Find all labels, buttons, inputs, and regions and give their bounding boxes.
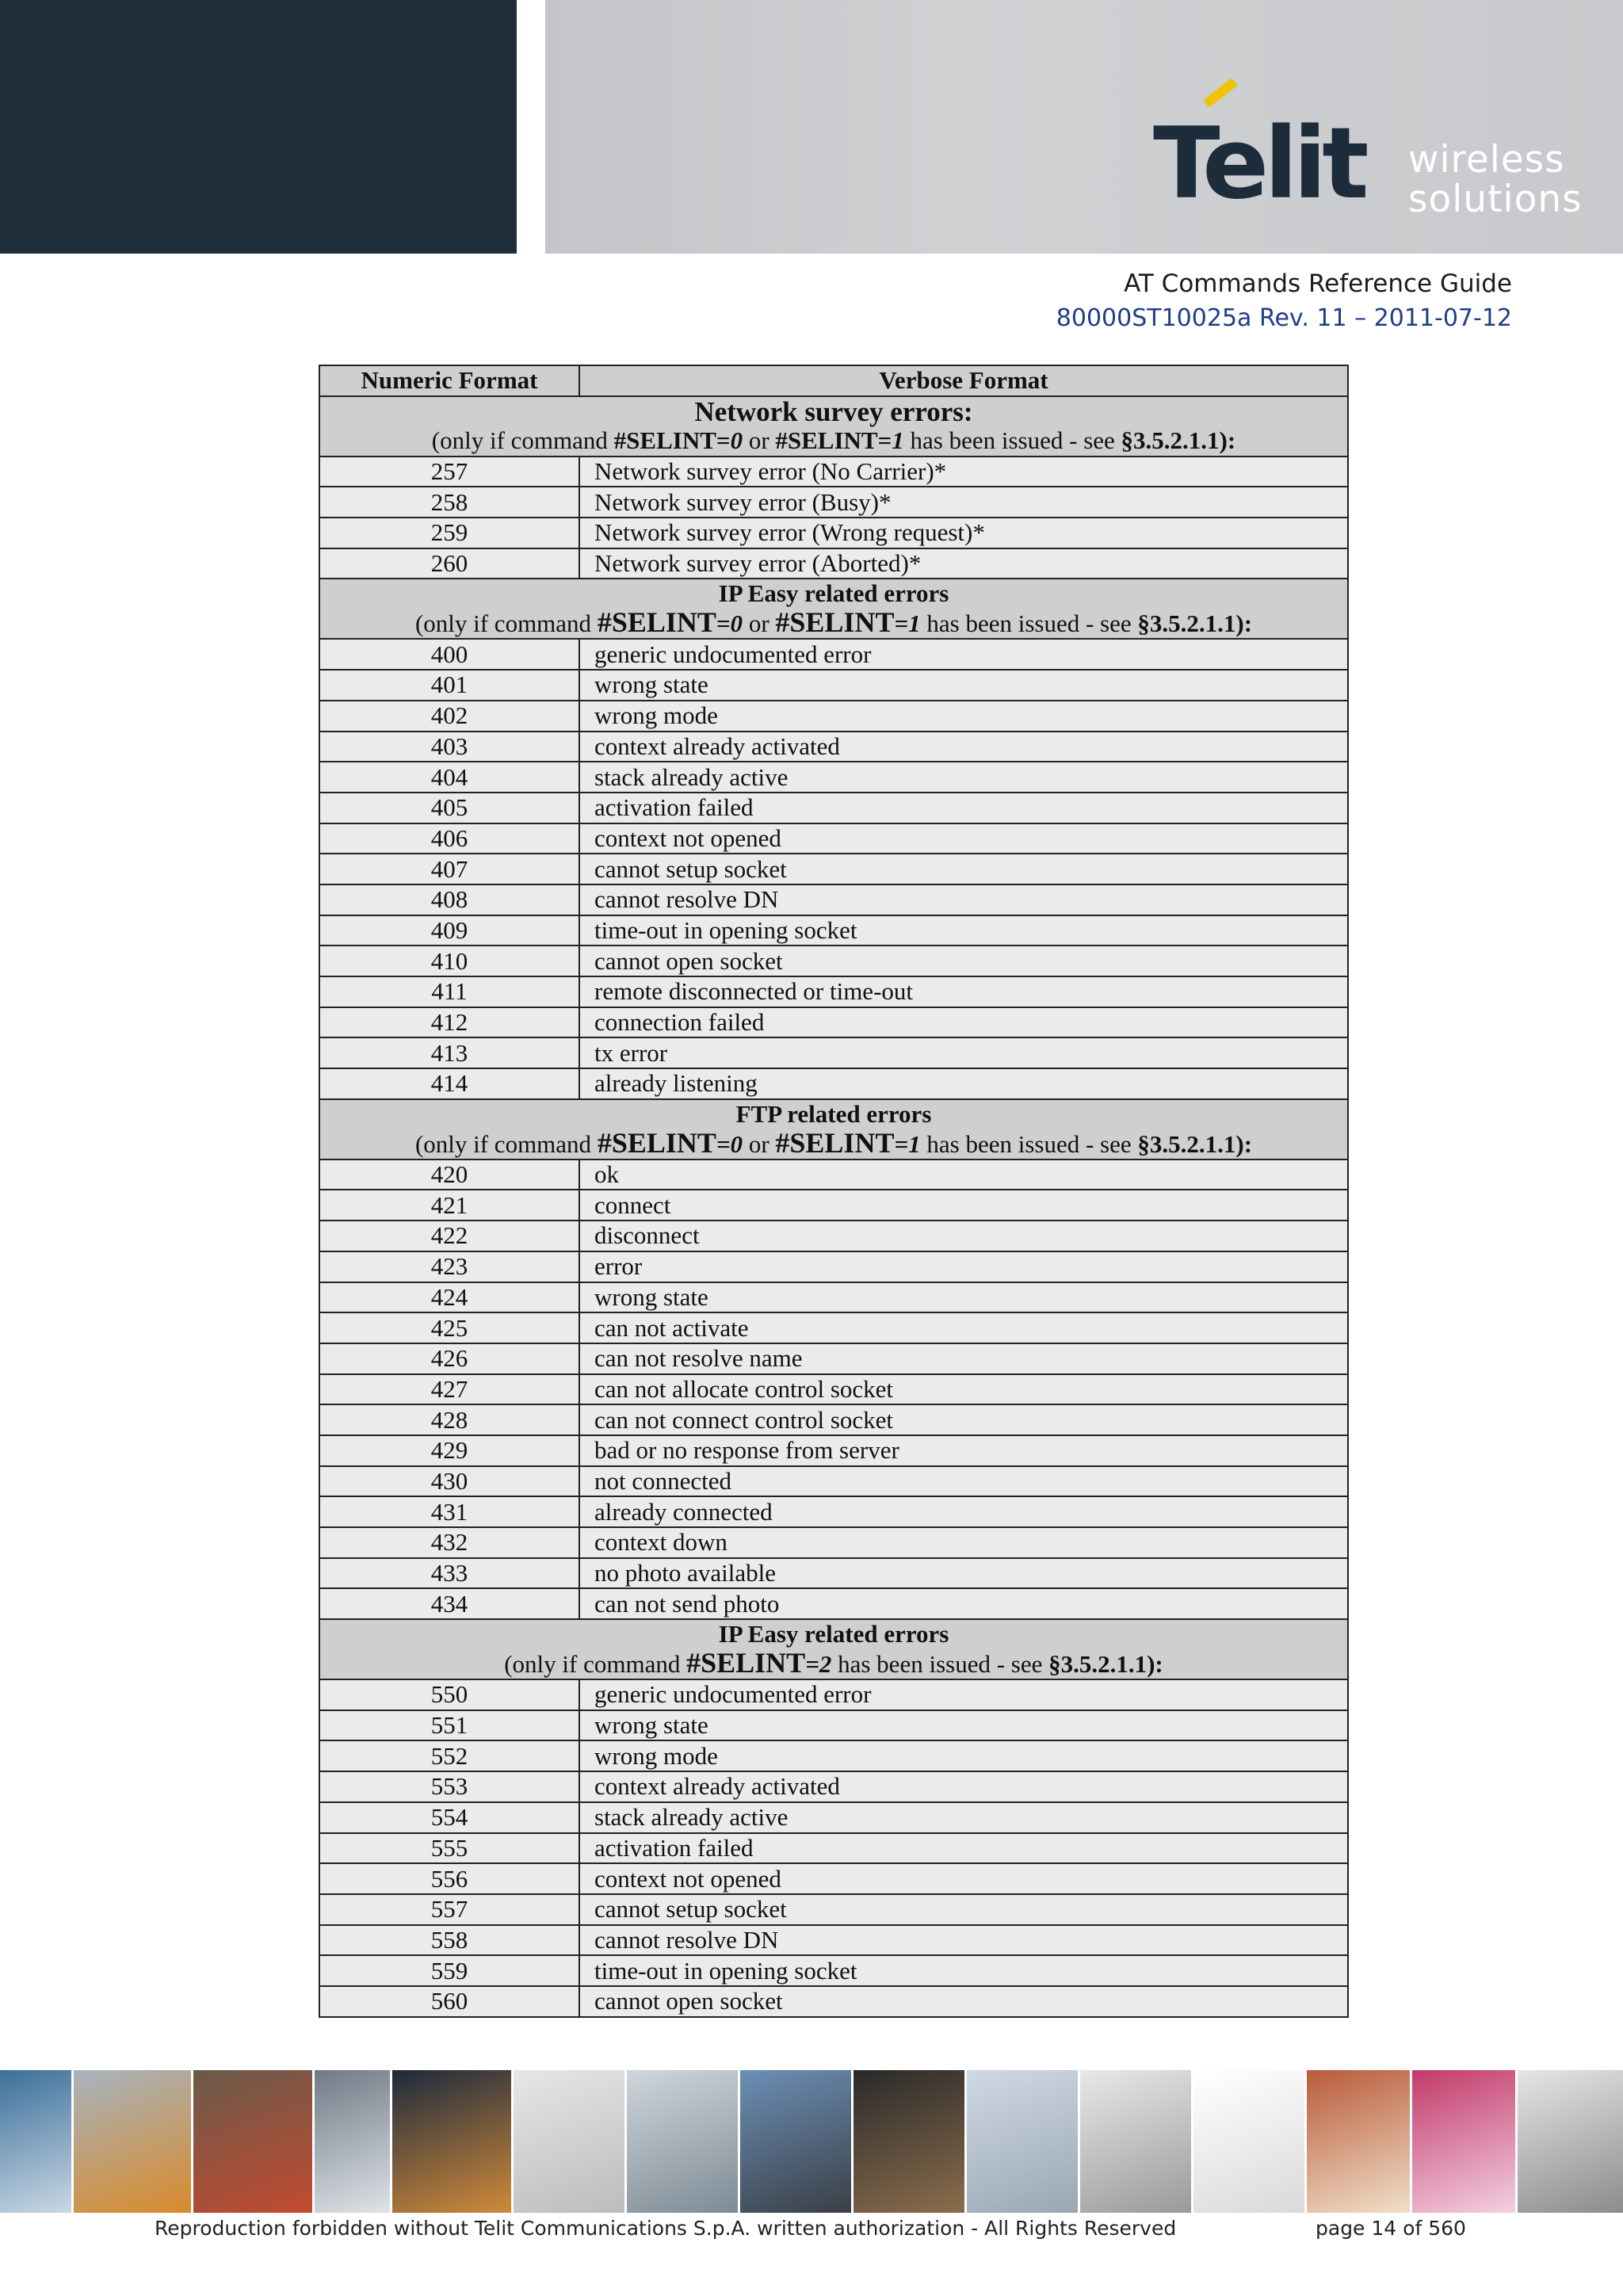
numeric-code-cell: 404 <box>319 762 579 793</box>
section-title: FTP related errors <box>735 1099 932 1128</box>
table-body <box>319 396 1348 2017</box>
section-header-row <box>319 1619 1348 1679</box>
numeric-code-cell: 400 <box>319 639 579 670</box>
numeric-code-cell: 413 <box>319 1037 579 1068</box>
table-row <box>319 823 1348 854</box>
error-code-table <box>319 365 1349 2018</box>
footer-photo-tile <box>193 2070 312 2213</box>
numeric-code-cell: 402 <box>319 701 579 732</box>
verbose-message-cell: context already activated <box>579 1771 1348 1802</box>
section-note <box>320 1648 1347 1679</box>
footer-photo-tile <box>1193 2070 1304 2213</box>
verbose-message-cell: remote disconnected or time-out <box>579 976 1348 1007</box>
verbose-message-cell: cannot open socket <box>579 946 1348 976</box>
verbose-message-cell: stack already active <box>579 762 1348 793</box>
table-row <box>319 762 1348 793</box>
footer-photo-tile <box>1518 2070 1623 2213</box>
document-revision: 80000ST10025a Rev. 11 – 2011-07-12 <box>1056 304 1512 332</box>
table-row <box>319 1771 1348 1802</box>
section-header-cell <box>319 1619 1348 1679</box>
footer-photo-tile <box>1307 2070 1410 2213</box>
verbose-message-cell: activation failed <box>579 793 1348 823</box>
verbose-message-cell: activation failed <box>579 1833 1348 1864</box>
table-row <box>319 1343 1348 1374</box>
verbose-message-cell: connect <box>579 1190 1348 1221</box>
footer-photo-tile <box>74 2070 191 2213</box>
numeric-code-cell: 414 <box>319 1068 579 1099</box>
section-value-2: 1 <box>892 426 904 454</box>
verbose-message-cell: Network survey error (Wrong request)* <box>579 518 1348 548</box>
table-row <box>319 1312 1348 1343</box>
table-row <box>319 1863 1348 1894</box>
table-row <box>319 854 1348 884</box>
section-note-end: ): <box>1147 1650 1163 1679</box>
verbose-message-cell: time-out in opening socket <box>579 1955 1348 1986</box>
verbose-message-cell: cannot resolve DN <box>579 884 1348 915</box>
column-header-numeric: Numeric Format <box>319 365 579 396</box>
verbose-message-cell: already connected <box>579 1496 1348 1527</box>
verbose-message-cell: ok <box>579 1159 1348 1190</box>
table-row <box>319 1007 1348 1038</box>
table-row <box>319 518 1348 548</box>
verbose-message-cell: cannot resolve DN <box>579 1925 1348 1956</box>
table-row <box>319 548 1348 579</box>
header-dark-panel <box>0 0 517 254</box>
table-row <box>319 1190 1348 1221</box>
numeric-code-cell: 430 <box>319 1466 579 1497</box>
logo-tagline-line1: wireless <box>1408 138 1565 181</box>
numeric-code-cell: 558 <box>319 1925 579 1956</box>
numeric-code-cell: 559 <box>319 1955 579 1986</box>
numeric-code-cell: 412 <box>319 1007 579 1038</box>
table-row <box>319 915 1348 946</box>
numeric-code-cell: 431 <box>319 1496 579 1527</box>
verbose-message-cell: wrong mode <box>579 1740 1348 1771</box>
numeric-code-cell: 403 <box>319 732 579 762</box>
table-row <box>319 946 1348 976</box>
section-note-mid: has been issued - see <box>920 609 1138 638</box>
footer-photo-tile <box>854 2070 964 2213</box>
verbose-message-cell: wrong state <box>579 1282 1348 1313</box>
telit-logo <box>1153 83 1597 226</box>
document-title: AT Commands Reference Guide <box>1124 269 1512 298</box>
footer-photo-tile <box>315 2070 390 2213</box>
numeric-code-cell: 427 <box>319 1374 579 1405</box>
verbose-message-cell: context down <box>579 1527 1348 1558</box>
verbose-message-cell: can not resolve name <box>579 1343 1348 1374</box>
logo-word: Telit <box>1153 107 1365 221</box>
numeric-code-cell: 422 <box>319 1221 579 1251</box>
section-note-or: or <box>743 1129 776 1158</box>
verbose-message-cell: connection failed <box>579 1007 1348 1038</box>
verbose-message-cell: not connected <box>579 1466 1348 1497</box>
table-row <box>319 1925 1348 1956</box>
verbose-message-cell: no photo available <box>579 1558 1348 1589</box>
verbose-message-cell: generic undocumented error <box>579 1679 1348 1710</box>
numeric-code-cell: 556 <box>319 1863 579 1894</box>
numeric-code-cell: 429 <box>319 1435 579 1466</box>
table-row <box>319 1404 1348 1435</box>
table-row <box>319 457 1348 487</box>
table-row <box>319 1527 1348 1558</box>
section-command-1: #SELINT <box>597 606 716 639</box>
table-row <box>319 1679 1348 1710</box>
section-command-2: #SELINT= <box>775 426 892 454</box>
verbose-message-cell: already listening <box>579 1068 1348 1099</box>
section-value-2: =1 <box>894 1129 921 1158</box>
table-header-row <box>319 365 1348 396</box>
section-note-pre: (only if command <box>414 1129 598 1158</box>
numeric-code-cell: 410 <box>319 946 579 976</box>
logo-tagline <box>1408 140 1583 220</box>
section-note <box>320 1126 1347 1159</box>
table-row <box>319 1802 1348 1833</box>
section-title: IP Easy related errors <box>718 1620 949 1648</box>
section-value-2: =1 <box>894 609 921 638</box>
numeric-code-cell: 405 <box>319 793 579 823</box>
section-header-row <box>319 396 1348 457</box>
table-row <box>319 732 1348 762</box>
footer-photo-tile <box>627 2070 738 2213</box>
section-title: IP Easy related errors <box>718 579 949 608</box>
verbose-message-cell: stack already active <box>579 1802 1348 1833</box>
section-command-2: #SELINT <box>775 606 895 639</box>
numeric-code-cell: 259 <box>319 518 579 548</box>
numeric-code-cell: 425 <box>319 1312 579 1343</box>
section-note-mid: has been issued - see <box>920 1129 1138 1158</box>
verbose-message-cell: context already activated <box>579 732 1348 762</box>
section-command-1: #SELINT= <box>613 426 731 454</box>
section-title: Network survey errors: <box>694 395 973 427</box>
section-header-cell <box>319 1099 1348 1159</box>
table-row <box>319 639 1348 670</box>
footer-photo-tile <box>392 2070 511 2213</box>
section-header-cell <box>319 396 1348 457</box>
numeric-code-cell: 433 <box>319 1558 579 1589</box>
section-note-end: ): <box>1235 1129 1253 1158</box>
verbose-message-cell: Network survey error (Aborted)* <box>579 548 1348 579</box>
verbose-message-cell: tx error <box>579 1037 1348 1068</box>
section-reference: §3.5.2.1.1 <box>1137 609 1236 638</box>
verbose-message-cell: cannot setup socket <box>579 1894 1348 1925</box>
table-row <box>319 1986 1348 2017</box>
numeric-code-cell: 552 <box>319 1740 579 1771</box>
table-row <box>319 1282 1348 1313</box>
verbose-message-cell: can not send photo <box>579 1588 1348 1619</box>
numeric-code-cell: 258 <box>319 487 579 518</box>
section-command-1: #SELINT <box>597 1126 716 1159</box>
section-note-pre: (only if command <box>431 426 614 454</box>
section-command-1: #SELINT <box>686 1647 806 1679</box>
verbose-message-cell: disconnect <box>579 1221 1348 1251</box>
numeric-code-cell: 408 <box>319 884 579 915</box>
table-row <box>319 884 1348 915</box>
verbose-message-cell: context not opened <box>579 1863 1348 1894</box>
section-note-pre: (only if command <box>504 1650 687 1679</box>
section-note <box>320 426 1347 455</box>
numeric-code-cell: 406 <box>319 823 579 854</box>
section-command-2: #SELINT <box>775 1126 895 1159</box>
section-note-mid: has been issued - see <box>831 1650 1049 1679</box>
verbose-message-cell: wrong state <box>579 670 1348 701</box>
table-row <box>319 487 1348 518</box>
table-row <box>319 793 1348 823</box>
footer-photo-tile <box>0 2070 71 2213</box>
section-note <box>320 608 1347 638</box>
table-row <box>319 976 1348 1007</box>
numeric-code-cell: 426 <box>319 1343 579 1374</box>
table-row <box>319 1833 1348 1864</box>
verbose-message-cell: can not activate <box>579 1312 1348 1343</box>
verbose-message-cell: context not opened <box>579 823 1348 854</box>
numeric-code-cell: 407 <box>319 854 579 884</box>
section-reference: §3.5.2.1.1 <box>1121 426 1220 454</box>
numeric-code-cell: 551 <box>319 1710 579 1741</box>
verbose-message-cell: generic undocumented error <box>579 639 1348 670</box>
table-row <box>319 1221 1348 1251</box>
numeric-code-cell: 424 <box>319 1282 579 1313</box>
footer-photo-strip <box>0 2070 1623 2213</box>
verbose-message-cell: cannot setup socket <box>579 854 1348 884</box>
footer-notice: Reproduction forbidden without Telit Communications S.p.A. written authorization - All Rights Reserved <box>155 2217 1177 2240</box>
column-header-verbose: Verbose Format <box>579 365 1348 396</box>
footer-photo-tile <box>967 2070 1078 2213</box>
verbose-message-cell: cannot open socket <box>579 1986 1348 2017</box>
numeric-code-cell: 555 <box>319 1833 579 1864</box>
verbose-message-cell: wrong mode <box>579 701 1348 732</box>
section-header-row <box>319 579 1348 639</box>
numeric-code-cell: 434 <box>319 1588 579 1619</box>
verbose-message-cell: error <box>579 1251 1348 1282</box>
verbose-message-cell: bad or no response from server <box>579 1435 1348 1466</box>
numeric-code-cell: 428 <box>319 1404 579 1435</box>
table-row <box>319 1558 1348 1589</box>
numeric-code-cell: 420 <box>319 1159 579 1190</box>
numeric-code-cell: 550 <box>319 1679 579 1710</box>
numeric-code-cell: 401 <box>319 670 579 701</box>
table-row <box>319 1251 1348 1282</box>
section-header-row <box>319 1099 1348 1159</box>
section-note-end: ): <box>1219 426 1236 454</box>
verbose-message-cell: can not allocate control socket <box>579 1374 1348 1405</box>
footer-photo-tile <box>740 2070 851 2213</box>
section-value-1: =0 <box>716 609 743 638</box>
section-note-end: ): <box>1235 609 1253 638</box>
footer-photo-tile <box>1080 2070 1191 2213</box>
section-value-1: 0 <box>730 426 743 454</box>
numeric-code-cell: 411 <box>319 976 579 1007</box>
footer-photo-tile <box>514 2070 624 2213</box>
table-row <box>319 1068 1348 1099</box>
section-reference: §3.5.2.1.1 <box>1048 1650 1148 1679</box>
table-row <box>319 701 1348 732</box>
table-row <box>319 1037 1348 1068</box>
table-row <box>319 1894 1348 1925</box>
numeric-code-cell: 560 <box>319 1986 579 2017</box>
logo-tagline-line2: solutions <box>1408 178 1583 221</box>
numeric-code-cell: 260 <box>319 548 579 579</box>
numeric-code-cell: 409 <box>319 915 579 946</box>
table-row <box>319 1740 1348 1771</box>
table-row <box>319 1374 1348 1405</box>
section-value-1: =0 <box>716 1129 743 1158</box>
table-row <box>319 670 1348 701</box>
verbose-message-cell: time-out in opening socket <box>579 915 1348 946</box>
numeric-code-cell: 554 <box>319 1802 579 1833</box>
verbose-message-cell: Network survey error (No Carrier)* <box>579 457 1348 487</box>
verbose-message-cell: Network survey error (Busy)* <box>579 487 1348 518</box>
table-row <box>319 1466 1348 1497</box>
table-row <box>319 1159 1348 1190</box>
numeric-code-cell: 432 <box>319 1527 579 1558</box>
section-note-or: or <box>743 426 776 454</box>
table-row <box>319 1435 1348 1466</box>
numeric-code-cell: 553 <box>319 1771 579 1802</box>
section-header-cell <box>319 579 1348 639</box>
table-row <box>319 1588 1348 1619</box>
numeric-code-cell: 421 <box>319 1190 579 1221</box>
verbose-message-cell: can not connect control socket <box>579 1404 1348 1435</box>
verbose-message-cell: wrong state <box>579 1710 1348 1741</box>
section-note-or: or <box>743 609 776 638</box>
numeric-code-cell: 423 <box>319 1251 579 1282</box>
footer-photo-tile <box>1412 2070 1515 2213</box>
numeric-code-cell: 557 <box>319 1894 579 1925</box>
section-reference: §3.5.2.1.1 <box>1137 1129 1236 1158</box>
page-number: page 14 of 560 <box>1316 2217 1466 2240</box>
numeric-code-cell: 257 <box>319 457 579 487</box>
table-row <box>319 1710 1348 1741</box>
table-row <box>319 1496 1348 1527</box>
section-value-1: =2 <box>805 1650 832 1679</box>
section-note-mid: has been issued - see <box>903 426 1121 454</box>
section-note-pre: (only if command <box>414 609 598 638</box>
table-row <box>319 1955 1348 1986</box>
